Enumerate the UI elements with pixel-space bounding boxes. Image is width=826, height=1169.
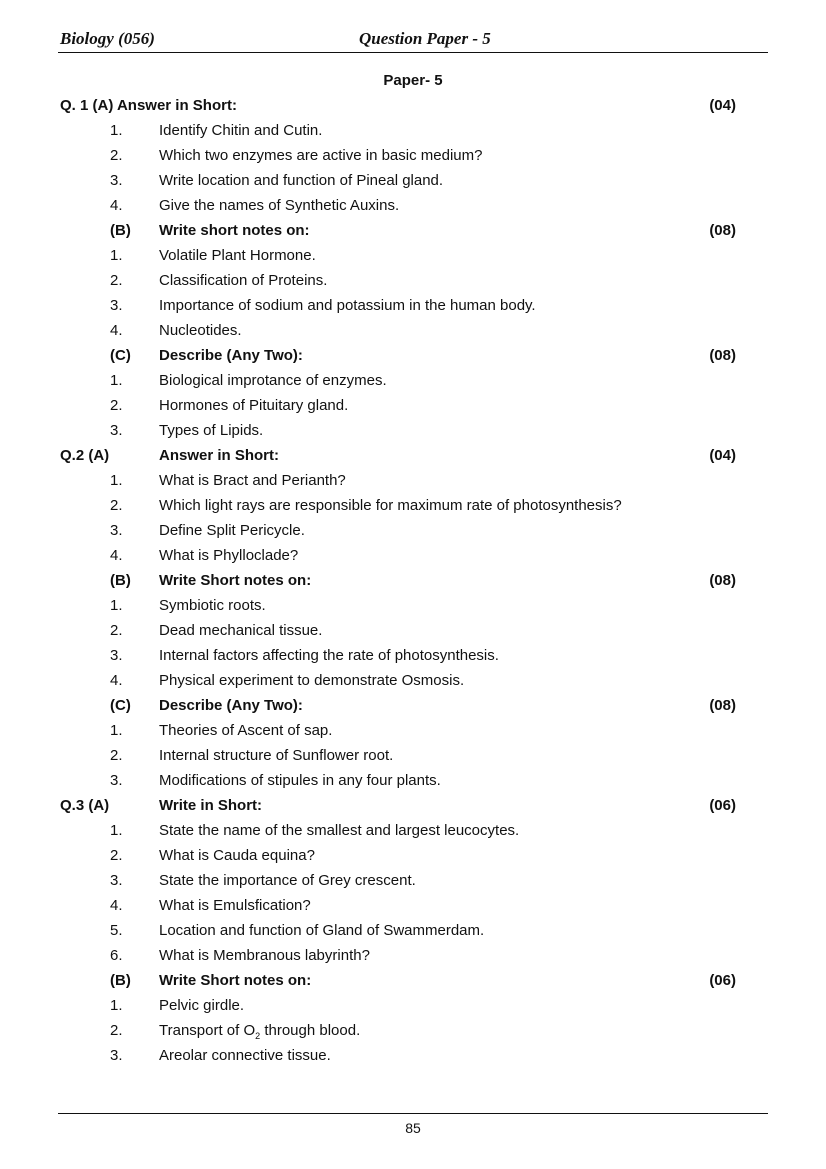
question-item [0, 846, 826, 866]
item-text [159, 496, 622, 516]
item-number: 3. [110, 772, 123, 789]
question-item [0, 496, 826, 516]
question-item [0, 471, 826, 491]
question-item [0, 821, 826, 841]
item-number: 3. [110, 872, 123, 889]
item-text [159, 421, 263, 441]
item-text [159, 1021, 360, 1046]
item-number: 3. [110, 1047, 123, 1064]
item-text [159, 771, 441, 791]
question-item [0, 621, 826, 641]
item-text [159, 746, 393, 766]
item-text-main: What is Membranous labyrinth? [159, 947, 370, 964]
question-item [0, 746, 826, 766]
item-number: 2. [110, 747, 123, 764]
section-label: (C) [110, 347, 131, 364]
item-text [159, 671, 464, 691]
item-text-main: Physical experiment to demonstrate Osmosis. [159, 672, 465, 689]
item-text [159, 471, 346, 491]
item-text-main: Identify Chitin and Cutin. [159, 122, 323, 139]
section-label: (C) [110, 697, 131, 714]
section-label: (B) [110, 222, 131, 239]
section-instruction [159, 696, 303, 716]
item-text-main: Symbiotic roots. [159, 597, 266, 614]
item-number: 3. [110, 422, 123, 439]
item-text [159, 721, 332, 741]
question-item [0, 771, 826, 791]
item-text-main: Theories of Ascent of sap. [159, 722, 333, 739]
item-text [159, 146, 482, 166]
item-text [159, 846, 315, 866]
marks: (08) [709, 347, 736, 364]
section-heading [0, 796, 826, 816]
subscript: 2 [255, 1031, 261, 1041]
item-text-main: Write Short notes on: [159, 972, 312, 989]
item-text-main: What is Bract and Perianth? [159, 472, 346, 489]
item-text-main: Write in Short: [159, 797, 263, 814]
item-text [159, 371, 387, 391]
item-text-main: Classification of Proteins. [159, 272, 328, 289]
question-item [0, 946, 826, 966]
question-label: Q. 1 (A) Answer in Short: [60, 97, 237, 114]
question-item [0, 371, 826, 391]
item-text [159, 646, 499, 666]
question-item [0, 546, 826, 566]
question-item [0, 871, 826, 891]
question-item [0, 896, 826, 916]
question-item [0, 196, 826, 216]
section-instruction [159, 346, 303, 366]
section-heading [0, 346, 826, 366]
question-item [0, 921, 826, 941]
item-number: 2. [110, 847, 123, 864]
item-text [159, 596, 266, 616]
item-number: 4. [110, 897, 123, 914]
section-instruction [159, 571, 311, 591]
section-instruction [159, 446, 279, 466]
item-text [159, 896, 311, 916]
item-number: 4. [110, 197, 123, 214]
item-number: 6. [110, 947, 123, 964]
item-text-main: Which light rays are responsible for maximum rate of photosynthesis? [159, 497, 622, 514]
question-label: Q.2 (A) [60, 447, 110, 464]
question-item [0, 421, 826, 441]
question-item [0, 296, 826, 316]
item-text [159, 1046, 331, 1066]
item-text [159, 321, 242, 341]
section-heading [0, 696, 826, 716]
item-number: 3. [110, 172, 123, 189]
section-label: (B) [110, 572, 131, 589]
item-text-main: Which two enzymes are active in basic medium? [159, 147, 483, 164]
item-text-continued: through blood. [260, 1022, 361, 1039]
item-text-main: Answer in Short: [159, 447, 280, 464]
question-item [0, 671, 826, 691]
item-number: 4. [110, 672, 123, 689]
question-item [0, 1021, 826, 1041]
question-item [0, 721, 826, 741]
question-item [0, 996, 826, 1016]
item-text-main: Volatile Plant Hormone. [159, 247, 316, 264]
item-number: 1. [110, 597, 123, 614]
item-text-main: Dead mechanical tissue. [159, 622, 323, 639]
item-text-main: Give the names of Synthetic Auxins. [159, 197, 400, 214]
section-label: (B) [110, 972, 131, 989]
item-text-main: What is Emulsfication? [159, 897, 311, 914]
item-text [159, 121, 322, 141]
item-number: 2. [110, 1022, 123, 1039]
item-text-main: What is Phylloclade? [159, 547, 299, 564]
item-number: 5. [110, 922, 123, 939]
header-rule [58, 52, 768, 53]
item-number: 1. [110, 247, 123, 264]
item-number: 1. [110, 472, 123, 489]
item-text-main: Pelvic girdle. [159, 997, 245, 1014]
question-label: Q.3 (A) [60, 797, 110, 814]
marks: (04) [709, 97, 736, 114]
item-text-main: Hormones of Pituitary gland. [159, 397, 349, 414]
item-text-main: Biological improtance of enzymes. [159, 372, 387, 389]
item-number: 1. [110, 722, 123, 739]
item-text [159, 946, 370, 966]
question-item [0, 396, 826, 416]
marks: (08) [709, 572, 736, 589]
question-item [0, 121, 826, 141]
section-instruction [159, 971, 311, 991]
item-text-main: Write Short notes on: [159, 572, 312, 589]
item-number: 3. [110, 522, 123, 539]
item-number: 2. [110, 272, 123, 289]
item-text-main: Nucleotides. [159, 322, 242, 339]
item-text-main: Write short notes on: [159, 222, 310, 239]
item-text [159, 996, 244, 1016]
item-text [159, 246, 316, 266]
header-subject: Biology (056) [60, 29, 155, 48]
item-text [159, 271, 327, 291]
item-text-main: Describe (Any Two): [159, 347, 303, 364]
item-text [159, 546, 298, 566]
item-text-main: Transport of O [159, 1022, 256, 1039]
item-number: 1. [110, 997, 123, 1014]
item-text-main: Define Split Pericycle. [159, 522, 305, 539]
item-text [159, 921, 484, 941]
item-text-main: Types of Lipids. [159, 422, 264, 439]
question-item [0, 271, 826, 291]
item-text-main: What is Cauda equina? [159, 847, 315, 864]
question-item [0, 596, 826, 616]
section-heading [0, 971, 826, 991]
item-number: 1. [110, 122, 123, 139]
marks: (04) [709, 447, 736, 464]
item-text-main: Internal structure of Sunflower root. [159, 747, 394, 764]
item-number: 3. [110, 297, 123, 314]
item-number: 4. [110, 322, 123, 339]
item-text-main: Location and function of Gland of Swammerdam. [159, 922, 485, 939]
footer-rule [58, 1113, 768, 1114]
section-heading [0, 221, 826, 241]
item-number: 3. [110, 647, 123, 664]
item-text-main: Importance of sodium and potassium in the human body. [159, 297, 536, 314]
item-text [159, 196, 399, 216]
item-number: 1. [110, 372, 123, 389]
page-title: Paper- 5 [383, 72, 443, 89]
item-text-main: Modifications of stipules in any four plants. [159, 772, 441, 789]
section-instruction [159, 221, 310, 241]
section-instruction [159, 796, 262, 816]
question-item [0, 1046, 826, 1066]
question-item [0, 321, 826, 341]
question-item [0, 521, 826, 541]
item-text-main: Write location and function of Pineal gland. [159, 172, 444, 189]
item-text [159, 171, 443, 191]
marks: (08) [709, 697, 736, 714]
item-text [159, 396, 348, 416]
marks: (06) [709, 797, 736, 814]
marks: (08) [709, 222, 736, 239]
section-heading [0, 446, 826, 466]
section-heading [0, 96, 826, 116]
question-item [0, 146, 826, 166]
item-number: 2. [110, 622, 123, 639]
section-heading [0, 571, 826, 591]
item-number: 2. [110, 497, 123, 514]
item-text [159, 871, 416, 891]
question-item [0, 646, 826, 666]
question-item [0, 246, 826, 266]
header-paper-title: Question Paper - 5 [359, 29, 491, 48]
item-number: 1. [110, 822, 123, 839]
item-number: 4. [110, 547, 123, 564]
question-item [0, 171, 826, 191]
item-text [159, 296, 536, 316]
item-text [159, 621, 322, 641]
marks: (06) [709, 972, 736, 989]
item-text-main: Areolar connective tissue. [159, 1047, 331, 1064]
item-text [159, 521, 305, 541]
item-text [159, 821, 519, 841]
item-text-main: Internal factors affecting the rate of photosynthesis. [159, 647, 499, 664]
item-text-main: State the importance of Grey crescent. [159, 872, 416, 889]
item-text-main: State the name of the smallest and largest leucocytes. [159, 822, 520, 839]
item-number: 2. [110, 397, 123, 414]
item-text-main: Describe (Any Two): [159, 697, 303, 714]
item-number: 2. [110, 147, 123, 164]
page-number: 85 [405, 1120, 421, 1136]
